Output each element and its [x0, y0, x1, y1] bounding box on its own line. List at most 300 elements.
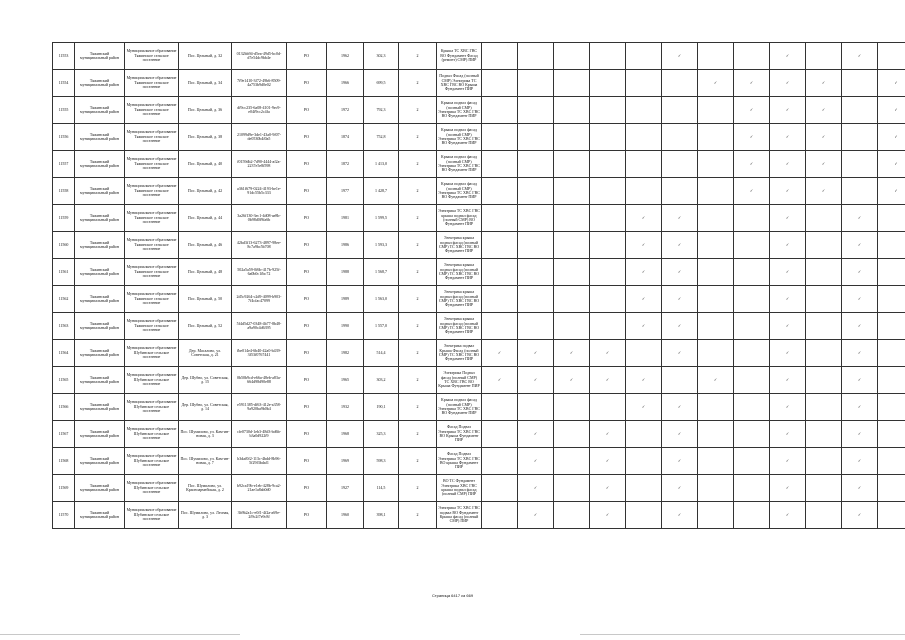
work-check-cell [842, 313, 878, 340]
work-check-cell [662, 502, 698, 529]
work-check-cell [806, 259, 842, 286]
building-id-cell: f0159db2-7d90-4444-af2a-2237e5e8f598 [232, 151, 287, 178]
check-mark-icon: ✓ [785, 511, 790, 517]
work-check-cell [698, 421, 734, 448]
floors-cell: 2 [399, 421, 437, 448]
form-cell: РО [287, 151, 327, 178]
check-mark-icon: ✓ [605, 484, 610, 490]
work-check-cell [698, 340, 734, 367]
check-mark-icon: ✓ [713, 376, 718, 382]
work-check-cell [734, 124, 770, 151]
work-check-cell [482, 232, 518, 259]
work-check-cell [590, 286, 626, 313]
row-number: 11556 [53, 124, 75, 151]
work-check-cell [590, 340, 626, 367]
work-check-cell [518, 205, 554, 232]
floors-cell: 2 [399, 313, 437, 340]
floors-cell: 2 [399, 232, 437, 259]
address-cell: Пос. Цельный, д. 36 [179, 97, 232, 124]
works-cell: Фасад Подвал Электрика ТС ХВС ГВС ВО крыша Фундамент ПИР [437, 448, 482, 475]
check-mark-icon: ✓ [821, 79, 826, 85]
check-mark-icon: ✓ [605, 376, 610, 382]
work-check-cell [590, 70, 626, 97]
year-cell: 1982 [327, 340, 364, 367]
work-check-cell [842, 205, 878, 232]
work-check-cell [626, 43, 662, 70]
address-cell: Дер. Шубно, ул. Советская, д. 14 [179, 394, 232, 421]
address-cell: Пос. Цельный, д. 44 [179, 205, 232, 232]
work-check-cell [842, 97, 878, 124]
check-mark-icon: ✓ [785, 376, 790, 382]
work-check-cell [518, 367, 554, 394]
year-cell: 1977 [327, 178, 364, 205]
row-number: 11554 [53, 70, 75, 97]
floors-cell: 2 [399, 367, 437, 394]
work-check-cell [734, 394, 770, 421]
work-check-cell [554, 70, 590, 97]
work-check-cell [878, 340, 905, 367]
work-check-cell [662, 394, 698, 421]
check-mark-icon: ✓ [677, 268, 682, 274]
work-check-cell [842, 70, 878, 97]
work-check-cell [554, 394, 590, 421]
check-mark-icon: ✓ [785, 268, 790, 274]
work-check-cell [734, 313, 770, 340]
check-mark-icon: ✓ [894, 133, 898, 139]
work-check-cell [734, 259, 770, 286]
building-id-cell: 3a26f130-3ec1-4d08-ae8b-0b98d0f9fa6b [232, 205, 287, 232]
check-mark-icon: ✓ [533, 349, 538, 355]
check-mark-icon: ✓ [857, 268, 862, 274]
work-check-cell [770, 286, 806, 313]
form-cell: РО [287, 124, 327, 151]
work-check-cell [734, 70, 770, 97]
form-cell: РО [287, 286, 327, 313]
work-check-cell [554, 178, 590, 205]
work-check-cell [482, 421, 518, 448]
building-id-cell: e5911385-df63-412e-a358-9a920ba9b0b4 [232, 394, 287, 421]
check-mark-icon: ✓ [857, 241, 862, 247]
scan-edge-strip [0, 634, 905, 636]
work-check-cell [626, 97, 662, 124]
work-check-cell [662, 448, 698, 475]
check-mark-icon: ✓ [821, 133, 826, 139]
works-cell: Электрика крыша подвал фасад (полный СМР) ТС ХВС ГВС ВО Фундамент ПИР [437, 259, 482, 286]
work-check-cell [878, 259, 905, 286]
work-check-cell [806, 286, 842, 313]
work-check-cell [626, 475, 662, 502]
row-number: 11564 [53, 340, 75, 367]
work-check-cell [770, 178, 806, 205]
table-row [53, 286, 905, 313]
owner-cell: Муниципальное образование Тяжинское сельское поселение [125, 151, 179, 178]
building-id-cell: 7f9e1410-3f72-49b6-8509-4a753b9d0e02 [232, 70, 287, 97]
check-mark-icon: ✓ [677, 511, 682, 517]
building-id-cell: fbe014e4-6b40-42a0-b439-3f53f0767441 [232, 340, 287, 367]
check-mark-icon: ✓ [677, 457, 682, 463]
work-check-cell [806, 97, 842, 124]
work-check-cell [554, 43, 590, 70]
owner-cell: Муниципальное образование Тяжинское сельское поселение [125, 43, 179, 70]
work-check-cell [842, 151, 878, 178]
year-cell: 1966 [327, 70, 364, 97]
area-cell: 114,5 [364, 475, 399, 502]
owner-cell: Муниципальное образование Тяжинское сельское поселение [125, 232, 179, 259]
owner-cell: Муниципальное образование Шубинское сельское поселение [125, 367, 179, 394]
work-check-cell [806, 502, 842, 529]
check-mark-icon: ✓ [569, 376, 574, 382]
check-mark-icon: ✓ [533, 511, 538, 517]
work-check-cell [842, 178, 878, 205]
work-check-cell [518, 502, 554, 529]
works-cell: Электрика подвал Крыша Фасад (полный СМР) ТС ХВС ГВС ВО Фундамент ПИР [437, 340, 482, 367]
check-mark-icon: ✓ [857, 349, 862, 355]
work-check-cell [518, 475, 554, 502]
floors-cell: 2 [399, 205, 437, 232]
work-check-cell [482, 151, 518, 178]
check-mark-icon: ✓ [894, 106, 898, 112]
check-mark-icon: ✓ [857, 484, 862, 490]
work-check-cell [770, 70, 806, 97]
work-check-cell [662, 205, 698, 232]
row-number: 11560 [53, 232, 75, 259]
work-check-cell [518, 448, 554, 475]
work-check-cell [518, 178, 554, 205]
work-check-cell [626, 286, 662, 313]
address-cell: Пос. Цельный, д. 34 [179, 70, 232, 97]
work-check-cell [698, 475, 734, 502]
form-cell: РО [287, 205, 327, 232]
row-number: 11566 [53, 394, 75, 421]
check-mark-icon: ✓ [894, 187, 898, 193]
building-id-cell: 5f4d5d27-0348-4b77-8b48-a9a90c4d6395 [232, 313, 287, 340]
district-cell: Тяжинский муниципальный район [75, 394, 125, 421]
address-cell: Пос. Цельный, д. 42 [179, 178, 232, 205]
work-check-cell [698, 313, 734, 340]
work-check-cell [590, 448, 626, 475]
works-cell: ВО ТС Фундамент Электрика ХВС ГВС крыша подвал фасад (полный СМР) ПИР [437, 475, 482, 502]
floors-cell: 2 [399, 394, 437, 421]
work-check-cell [734, 232, 770, 259]
work-check-cell [878, 286, 905, 313]
check-mark-icon: ✓ [894, 79, 898, 85]
building-id-cell: a361f679-0224-4193-be1e-91dc55b5c333 [232, 178, 287, 205]
work-check-cell [698, 394, 734, 421]
work-check-cell [698, 502, 734, 529]
area-cell: 302,3 [364, 43, 399, 70]
floors-cell: 2 [399, 448, 437, 475]
check-mark-icon: ✓ [749, 79, 754, 85]
check-mark-icon: ✓ [857, 511, 862, 517]
check-mark-icon: ✓ [785, 106, 790, 112]
check-mark-icon: ✓ [785, 241, 790, 247]
works-cell: Крыша ТС ХВС ГВС ВО Фундамент Фасад (ремонт) СМР) ПИР [437, 43, 482, 70]
area-cell: 1 557,0 [364, 313, 399, 340]
check-mark-icon: ✓ [605, 349, 610, 355]
district-cell: Тяжинский муниципальный район [75, 502, 125, 529]
form-cell: РО [287, 43, 327, 70]
check-mark-icon: ✓ [605, 430, 610, 436]
check-mark-icon: ✓ [785, 52, 790, 58]
area-cell: 699,5 [364, 70, 399, 97]
work-check-cell [662, 178, 698, 205]
table-row [53, 43, 905, 70]
works-cell: Крыша подвал фасад (полный СМР) Электрика ТС ХВС ГВС ВО Фундамент ПИР [437, 394, 482, 421]
work-check-cell [554, 367, 590, 394]
work-check-cell [806, 151, 842, 178]
owner-cell: Муниципальное образование Шубинское сельское поселение [125, 394, 179, 421]
work-check-cell [734, 448, 770, 475]
address-cell: Пос. Шумилово, ул. Кам-ин-новая, д. 7 [179, 448, 232, 475]
address-cell: Пос. Цельный, д. 48 [179, 259, 232, 286]
work-check-cell [482, 43, 518, 70]
work-check-cell [842, 259, 878, 286]
work-check-cell [626, 124, 662, 151]
building-id-cell: 21099d9e-3de1-43a0-9f07-de0530b4f0a5 [232, 124, 287, 151]
work-check-cell [842, 124, 878, 151]
row-number: 11561 [53, 259, 75, 286]
building-id-cell: 3b9b2a1c-e0f1-4f2a-a69e-2f9c2f7e9c8f [232, 502, 287, 529]
works-cell: Электрика крыша подвал фасад (полный СМР) ТС ХВС ГВС ВО Фундамент ПИР [437, 313, 482, 340]
district-cell: Тяжинский муниципальный район [75, 97, 125, 124]
area-cell: 190,1 [364, 394, 399, 421]
work-check-cell [878, 448, 905, 475]
works-cell: Электрика ТС ХВС ГВС подвал ВО Фундамент Крыша фасад (полный СМР) ПИР [437, 502, 482, 529]
year-cell: 1932 [327, 394, 364, 421]
work-check-cell [626, 259, 662, 286]
form-cell: РО [287, 448, 327, 475]
work-check-cell [518, 313, 554, 340]
work-check-cell [482, 178, 518, 205]
work-check-cell [770, 421, 806, 448]
work-check-cell [734, 205, 770, 232]
work-check-cell [878, 394, 905, 421]
check-mark-icon: ✓ [857, 457, 862, 463]
area-cell: 1 568,7 [364, 259, 399, 286]
work-check-cell [878, 205, 905, 232]
work-check-cell [770, 259, 806, 286]
work-check-cell [734, 151, 770, 178]
work-check-cell [842, 367, 878, 394]
district-cell: Тяжинский муниципальный район [75, 232, 125, 259]
address-cell: Пос. Шумилово, ул. Красноармейская, д. 2 [179, 475, 232, 502]
work-check-cell [590, 367, 626, 394]
work-check-cell [626, 178, 662, 205]
work-check-cell [662, 97, 698, 124]
year-cell: 1981 [327, 205, 364, 232]
owner-cell: Муниципальное образование Шубинское сельское поселение [125, 502, 179, 529]
work-check-cell [482, 502, 518, 529]
work-check-cell [806, 340, 842, 367]
year-cell: 1962 [327, 43, 364, 70]
check-mark-icon: ✓ [785, 430, 790, 436]
work-check-cell [698, 286, 734, 313]
area-cell: 325,3 [364, 421, 399, 448]
work-check-cell [590, 502, 626, 529]
work-check-cell [770, 367, 806, 394]
check-mark-icon: ✓ [641, 241, 646, 247]
year-cell: 1972 [327, 97, 364, 124]
work-check-cell [626, 151, 662, 178]
building-id-cell: 0b50b9cd-e66a-48eb-a83a-664d98d90e88 [232, 367, 287, 394]
district-cell: Тяжинский муниципальный район [75, 286, 125, 313]
check-mark-icon: ✓ [533, 457, 538, 463]
work-check-cell [842, 394, 878, 421]
work-check-cell [878, 178, 905, 205]
year-cell: 1968 [327, 421, 364, 448]
address-cell: Пос. Цельный, д. 52 [179, 313, 232, 340]
year-cell: 1986 [327, 232, 364, 259]
table-row [53, 448, 905, 475]
year-cell: 1969 [327, 448, 364, 475]
district-cell: Тяжинский муниципальный район [75, 475, 125, 502]
table-row [53, 232, 905, 259]
table-row [53, 394, 905, 421]
work-check-cell [878, 475, 905, 502]
work-check-cell [590, 97, 626, 124]
work-check-cell [590, 259, 626, 286]
work-check-cell [734, 43, 770, 70]
work-check-cell [734, 475, 770, 502]
work-check-cell [518, 70, 554, 97]
work-check-cell [806, 421, 842, 448]
row-number: 11562 [53, 286, 75, 313]
work-check-cell [626, 421, 662, 448]
table-row [53, 205, 905, 232]
work-check-cell [662, 367, 698, 394]
owner-cell: Муниципальное образование Тяжинское сельское поселение [125, 124, 179, 151]
work-check-cell [626, 232, 662, 259]
work-check-cell [698, 367, 734, 394]
work-check-cell [698, 448, 734, 475]
work-check-cell [482, 448, 518, 475]
work-check-cell [482, 475, 518, 502]
check-mark-icon: ✓ [785, 160, 790, 166]
work-check-cell [662, 124, 698, 151]
form-cell: РО [287, 259, 327, 286]
work-check-cell [698, 259, 734, 286]
address-cell: Пос. Шумилово, ул. Кам-ин-новая, д. 3 [179, 421, 232, 448]
check-mark-icon: ✓ [641, 295, 646, 301]
year-cell: 1990 [327, 313, 364, 340]
work-check-cell [482, 124, 518, 151]
work-check-cell [554, 340, 590, 367]
work-check-cell [842, 421, 878, 448]
check-mark-icon: ✓ [785, 214, 790, 220]
work-check-cell [554, 502, 590, 529]
check-mark-icon: ✓ [749, 187, 754, 193]
work-check-cell [518, 97, 554, 124]
check-mark-icon: ✓ [785, 79, 790, 85]
work-check-cell [770, 475, 806, 502]
work-check-cell [662, 151, 698, 178]
work-check-cell [554, 313, 590, 340]
work-check-cell [770, 97, 806, 124]
works-cell: Крыша подвал фасад (полный СМР) Электрика ТС ХВС ГВС ВО Фундамент ПИР [437, 178, 482, 205]
district-cell: Тяжинский муниципальный район [75, 448, 125, 475]
work-check-cell [590, 475, 626, 502]
work-check-cell [734, 178, 770, 205]
work-check-cell [806, 124, 842, 151]
table-row [53, 475, 905, 502]
owner-cell: Муниципальное образование Шубинское сельское поселение [125, 421, 179, 448]
check-mark-icon: ✓ [569, 349, 574, 355]
row-number: 11570 [53, 502, 75, 529]
check-mark-icon: ✓ [533, 430, 538, 436]
work-check-cell [734, 421, 770, 448]
work-check-cell [626, 205, 662, 232]
row-number: 11559 [53, 205, 75, 232]
owner-cell: Муниципальное образование Тяжинское сельское поселение [125, 178, 179, 205]
work-check-cell [518, 259, 554, 286]
check-mark-icon: ✓ [677, 349, 682, 355]
area-cell: 1 599,5 [364, 205, 399, 232]
work-check-cell [662, 313, 698, 340]
check-mark-icon: ✓ [785, 403, 790, 409]
work-check-cell [806, 43, 842, 70]
check-mark-icon: ✓ [785, 187, 790, 193]
work-check-cell [590, 421, 626, 448]
check-mark-icon: ✓ [821, 187, 826, 193]
register-table [52, 42, 905, 529]
area-cell: 1 428,7 [364, 178, 399, 205]
area-cell: 598,3 [364, 448, 399, 475]
owner-cell: Муниципальное образование Тяжинское сельское поселение [125, 97, 179, 124]
work-check-cell [734, 340, 770, 367]
work-check-cell [698, 178, 734, 205]
row-number: 11555 [53, 97, 75, 124]
table-row [53, 70, 905, 97]
work-check-cell [554, 205, 590, 232]
district-cell: Тяжинский муниципальный район [75, 70, 125, 97]
check-mark-icon: ✓ [894, 160, 898, 166]
area-cell: 752,8 [364, 124, 399, 151]
work-check-cell [662, 259, 698, 286]
work-check-cell [662, 70, 698, 97]
district-cell: Тяжинский муниципальный район [75, 124, 125, 151]
work-check-cell [770, 232, 806, 259]
check-mark-icon: ✓ [749, 160, 754, 166]
floors-cell: 2 [399, 502, 437, 529]
work-check-cell [662, 43, 698, 70]
form-cell: РО [287, 70, 327, 97]
work-check-cell [734, 367, 770, 394]
district-cell: Тяжинский муниципальный район [75, 178, 125, 205]
check-mark-icon: ✓ [857, 403, 862, 409]
work-check-cell [806, 70, 842, 97]
work-check-cell [482, 340, 518, 367]
building-id-cell: cfe0730d-1eb3-48d3-bd6b-b3a0d922f9 [232, 421, 287, 448]
work-check-cell [770, 124, 806, 151]
works-cell: Электрика Подвал фасад (полный СМР) ТС ХВС ГВС ВО Крыша Фундамент ПИР [437, 367, 482, 394]
work-check-cell [806, 178, 842, 205]
row-number: 11558 [53, 178, 75, 205]
work-check-cell [806, 448, 842, 475]
work-check-cell [482, 97, 518, 124]
work-check-cell [878, 124, 905, 151]
work-check-cell [482, 205, 518, 232]
work-check-cell [662, 340, 698, 367]
table-row [53, 259, 905, 286]
check-mark-icon: ✓ [857, 295, 862, 301]
work-check-cell [842, 340, 878, 367]
area-cell: 792,3 [364, 97, 399, 124]
work-check-cell [878, 232, 905, 259]
owner-cell: Муниципальное образование Тяжинское сельское поселение [125, 313, 179, 340]
check-mark-icon: ✓ [677, 241, 682, 247]
work-check-cell [698, 205, 734, 232]
check-mark-icon: ✓ [533, 376, 538, 382]
